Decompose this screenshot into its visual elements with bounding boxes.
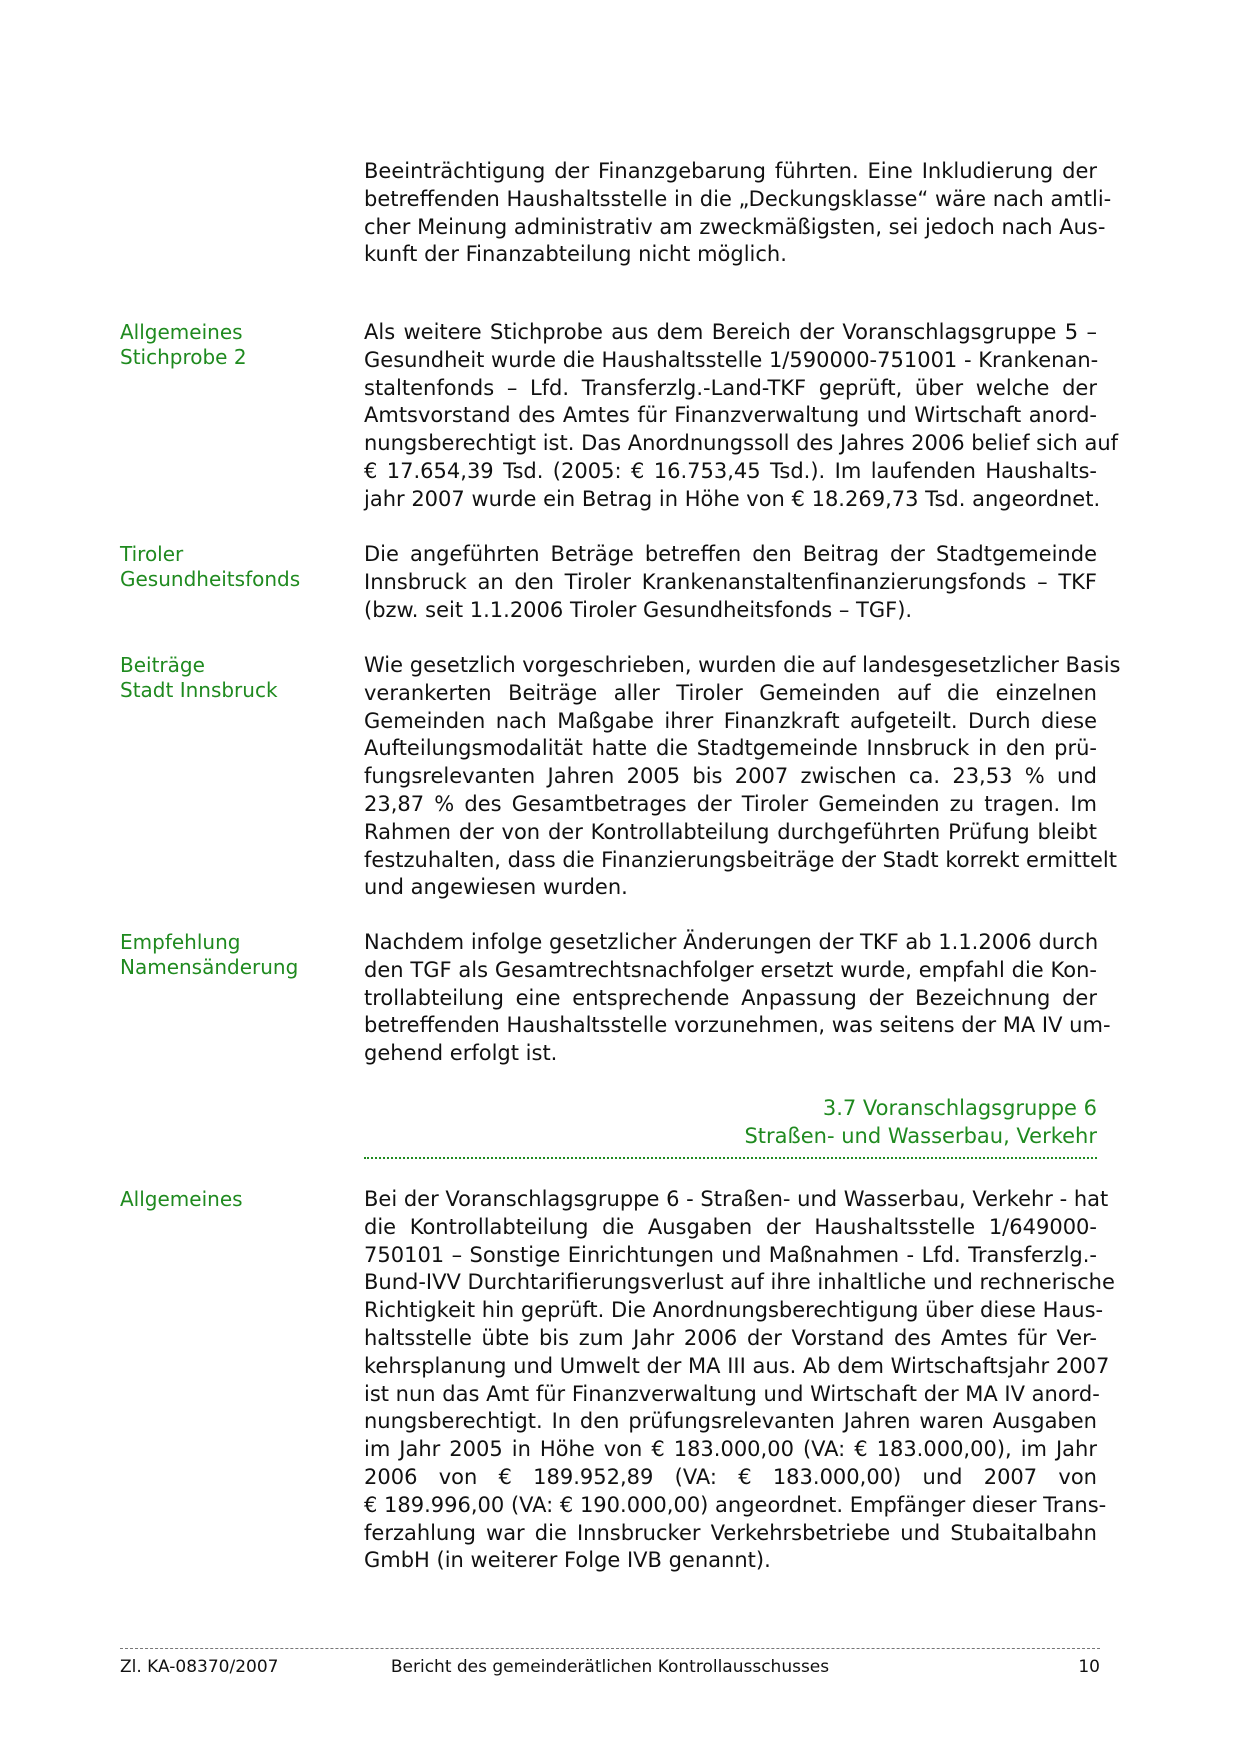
text-line: cher Meinung administrativ am zweckmäßigsten, sei jedoch nach Aus- [364,214,1106,239]
paragraph-intro [364,158,1112,269]
text-line: ist nun das Amt für Finanzverwaltung und Wirtschaft der MA IV anord- [364,1381,1100,1406]
text-line: verankerten Beiträge aller Tiroler Gemeinden auf die einzelnen [364,680,1097,705]
text-line: GmbH (in weiterer Folge IVB genannt). [364,1548,771,1573]
margin-label-line: Allgemeines [120,320,243,344]
margin-label-line: Allgemeines [120,1187,243,1211]
text-line: Nachdem infolge gesetzlicher Änderungen der TKF ab 1.1.2006 durch [364,930,1099,954]
text-line: im Jahr 2005 in Höhe von € 183.000,00 (VA: € 183.000,00), im Jahr [364,1437,1097,1462]
text-line: betreffenden Haushaltsstelle in die „Deckungsklasse“ wäre nach amtli- [364,186,1112,211]
margin-label-line: Tiroler [120,542,184,566]
footer-reference: Zl. KA-08370/2007 [120,1657,279,1677]
heading-divider [364,1157,1097,1159]
text-line: Die angeführten Beträge betreffen den Beitrag der Stadtgemeinde [364,542,1097,566]
text-line: fungsrelevanten Jahren 2005 bis 2007 zwischen ca. 23,53 % und [364,764,1097,789]
text-line: Gesundheit wurde die Haushaltsstelle 1/590000-751001 - Krankenan- [364,347,1099,372]
text-line: Amtsvorstand des Amtes für Finanzverwaltung und Wirtschaft anord- [364,403,1097,428]
text-line: Als weitere Stichprobe aus dem Bereich der Voranschlagsgruppe 5 – [364,320,1097,344]
text-line: staltenfonds – Lfd. Transferzlg.-Land-TKF geprüft, über welche der [364,375,1097,400]
text-line: trollabteilung eine entsprechende Anpassung der Bezeichnung der [364,985,1097,1010]
text-line: den TGF als Gesamtrechtsnachfolger ersetzt wurde, empfahl die Kon- [364,957,1097,982]
text-line: 2006 von € 189.952,89 (VA: € 183.000,00) und 2007 von [364,1464,1097,1489]
footer-title: Bericht des gemeinderätlichen Kontrollausschusses [390,1657,830,1677]
text-line: gehend erfolgt ist. [364,1041,558,1066]
text-line: kunft der Finanzabteilung nicht möglich. [364,242,787,267]
text-line: Gemeinden nach Maßgabe ihrer Finanzkraft aufgeteilt. Durch diese [364,708,1097,733]
text-line: nungsberechtigt ist. Das Anordnungssoll des Jahres 2006 belief sich auf [364,431,1119,456]
margin-label-tiroler-gesundheitsfonds [120,542,360,592]
text-line: Rahmen der von der Kontrollabteilung durchgeführten Prüfung bleibt [364,819,1097,844]
text-line: Innsbruck an den Tiroler Krankenanstaltenfinanzierungsfonds – TKF [364,569,1097,594]
text-line: betreffenden Haushaltsstelle vorzunehmen, was seitens der MA IV um- [364,1013,1111,1038]
text-line: die Kontrollabteilung die Ausgaben der Haushaltsstelle 1/649000- [364,1214,1097,1239]
text-line: jahr 2007 wurde ein Betrag in Höhe von € 18.269,73 Tsd. angeordnet. [364,486,1101,511]
margin-label-line: Beiträge [120,653,205,677]
text-line: festzuhalten, dass die Finanzierungsbeiträge der Stadt korrekt ermittelt [364,847,1117,872]
text-line: Aufteilungsmodalität hatte die Stadtgemeinde Innsbruck in den prü- [364,736,1097,761]
section-heading-number-title: 3.7 Voranschlagsgruppe 6 [822,1096,1097,1120]
paragraph-beitraege [364,652,1121,902]
text-line: Beeinträchtigung der Finanzgebarung führten. Eine Inkludierung der [364,159,1097,183]
section-heading-subtitle: Straßen- und Wasserbau, Verkehr [744,1124,1097,1148]
paragraph-gesundheitsfonds [364,541,1097,624]
text-line: Bei der Voranschlagsgruppe 6 - Straßen- und Wasserbau, Verkehr - hat [364,1187,1109,1211]
footer-divider [120,1648,1100,1649]
margin-label-line: Namensänderung [120,955,299,979]
text-line: Richtigkeit hin geprüft. Die Anordnungsberechtigung über diese Haus- [364,1298,1104,1323]
text-line: Wie gesetzlich vorgeschrieben, wurden die auf landesgesetzlicher Basis [364,653,1121,677]
text-line: nungsberechtigt. In den prüfungsrelevanten Jahren waren Ausgaben [364,1409,1097,1434]
text-line: Bund-IVV Durchtarifierungsverlust auf ihre inhaltliche und rechnerische [364,1270,1115,1295]
section-heading [364,1094,1097,1150]
margin-label-beitraege [120,653,360,703]
margin-label-empfehlung [120,930,360,980]
text-line: 750101 – Sonstige Einrichtungen und Maßnahmen - Lfd. Transferzlg.- [364,1242,1097,1267]
text-line: 23,87 % des Gesamtbetrages der Tiroler Gemeinden zu tragen. Im [364,791,1097,816]
text-line: ferzahlung war die Innsbrucker Verkehrsbetriebe und Stubaitalbahn [364,1520,1097,1545]
text-line: und angewiesen wurden. [364,875,628,900]
margin-label-line: Empfehlung [120,930,241,954]
text-line: kehrsplanung und Umwelt der MA III aus. Ab dem Wirtschaftsjahr 2007 [364,1353,1110,1378]
text-line: (bzw. seit 1.1.2006 Tiroler Gesundheitsfonds – TGF). [364,597,913,622]
paragraph-stichprobe [364,319,1119,514]
text-line: € 189.996,00 (VA: € 190.000,00) angeordnet. Empfänger dieser Trans- [364,1492,1107,1517]
margin-label-line: Stadt Innsbruck [120,678,278,702]
text-line: haltsstelle übte bis zum Jahr 2006 der Vorstand des Amtes für Ver- [364,1325,1097,1350]
margin-label-allgemeines [120,1187,360,1212]
paragraph-empfehlung [364,929,1111,1068]
paragraph-voranschlagsgruppe-6 [364,1186,1115,1575]
text-line: € 17.654,39 Tsd. (2005: € 16.753,45 Tsd.). Im laufenden Haushalts- [364,458,1097,483]
margin-label-allgemeines-stichprobe [120,320,360,370]
margin-label-line: Gesundheitsfonds [120,567,301,591]
margin-label-line: Stichprobe 2 [120,345,247,369]
page-number: 10 [1078,1657,1100,1677]
